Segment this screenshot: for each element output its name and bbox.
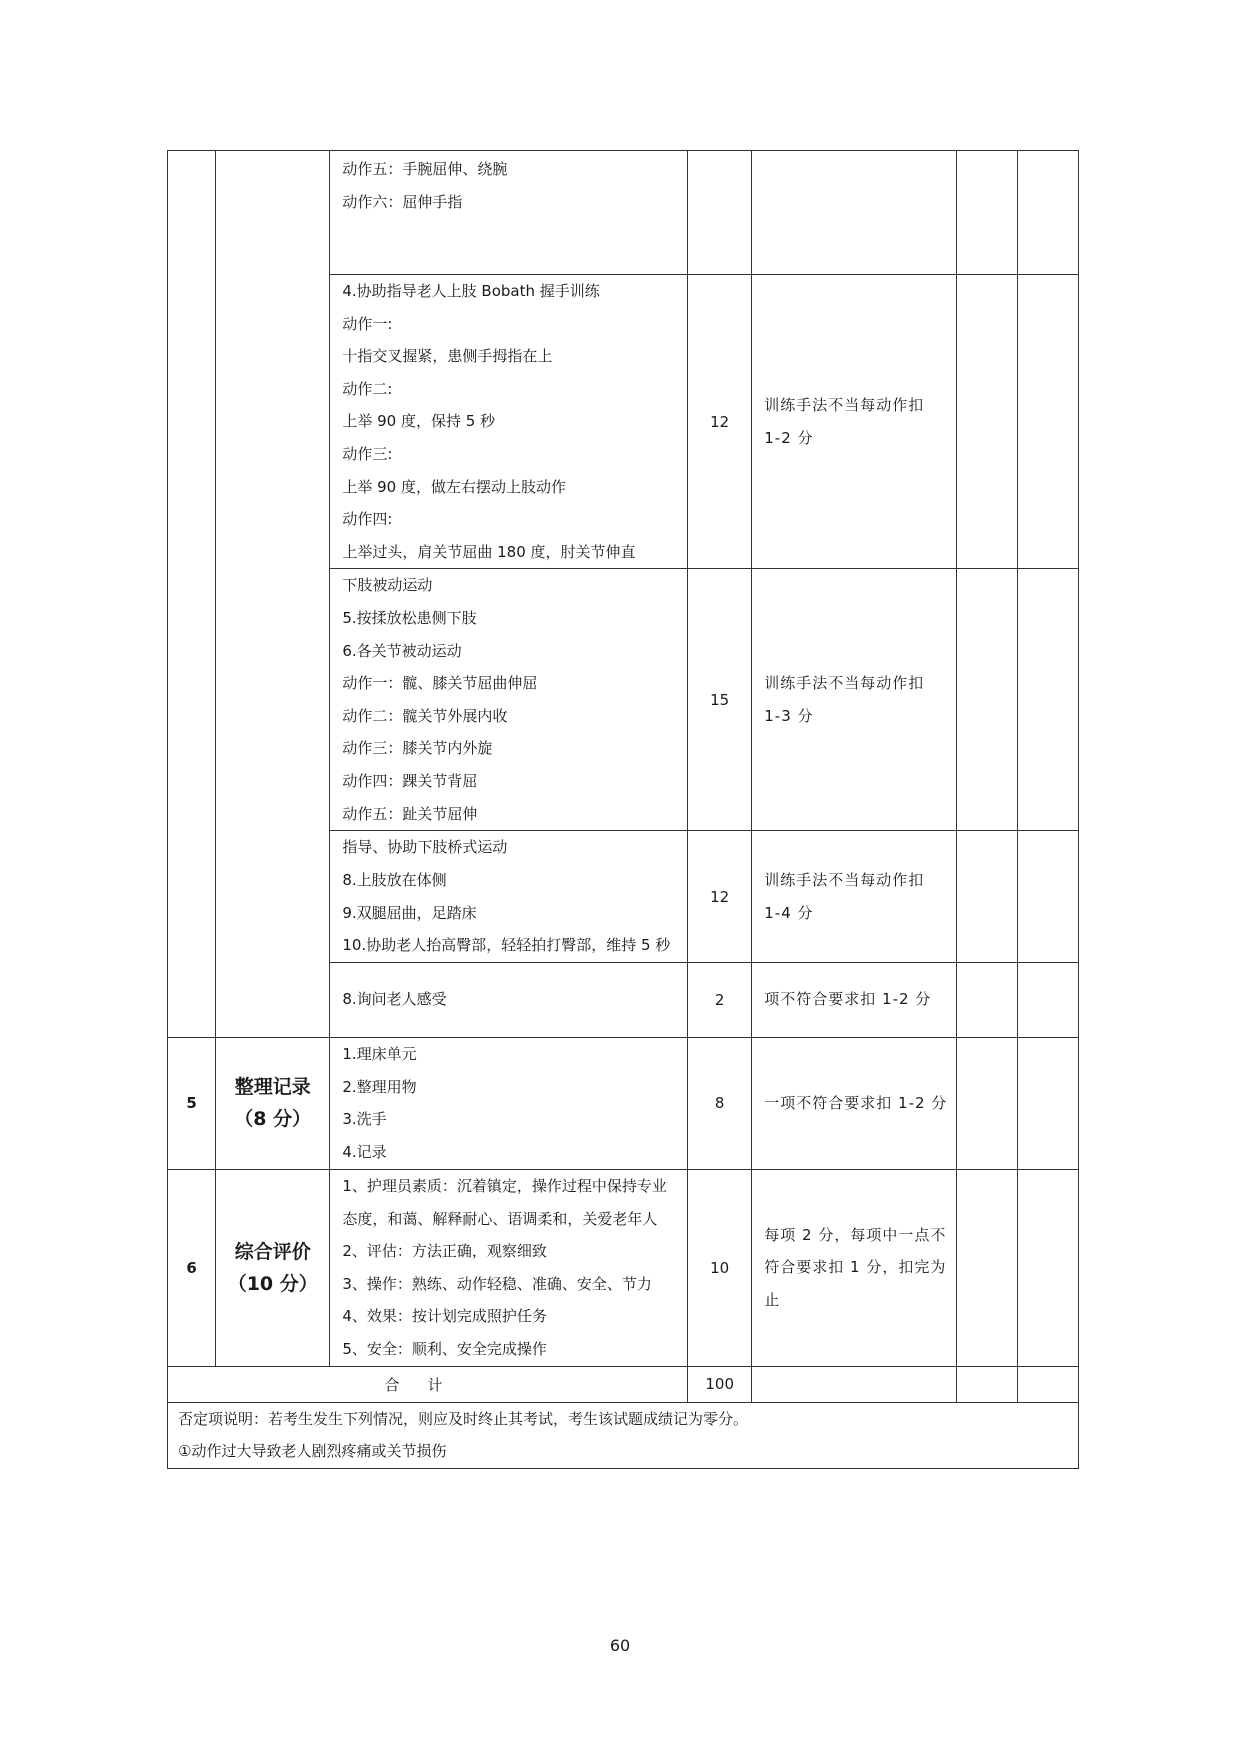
step-line: 指导、协助下肢桥式运动 xyxy=(342,838,508,857)
step-line: 1、护理员素质：沉着镇定，操作过程中保持专业 xyxy=(342,1176,667,1195)
step-line: 10.协助老人抬高臀部，轻轻拍打臀部，维持 5 秒 xyxy=(342,936,671,955)
table-row xyxy=(168,151,1079,275)
score-cell: 10 xyxy=(688,1169,752,1366)
criteria-cell xyxy=(752,831,956,962)
step-content xyxy=(330,151,688,275)
criteria-line: 符合要求扣 1 分，扣完为 xyxy=(764,1258,947,1277)
total-label: 合计 xyxy=(168,1366,688,1402)
step-content xyxy=(330,962,688,1037)
total-score: 100 xyxy=(688,1366,752,1402)
step-line: 动作四：踝关节背屈 xyxy=(342,772,478,791)
step-line: 动作二：髋关节外展内收 xyxy=(342,706,508,725)
step-line: 1.理床单元 xyxy=(342,1045,417,1064)
step-line: 2.整理用物 xyxy=(342,1077,417,1096)
veto-note xyxy=(168,1402,1079,1468)
step-line: 动作二: xyxy=(342,379,393,398)
step-line: 动作一: xyxy=(342,314,393,333)
section-cell-blank xyxy=(216,151,330,1038)
criteria-cell xyxy=(752,1169,956,1366)
criteria-cell xyxy=(752,1037,956,1169)
criteria-line: 训练手法不当每动作扣 xyxy=(764,674,925,693)
step-line: 上举 90 度，保持 5 秒 xyxy=(342,412,496,431)
criteria-line: 1-3 分 xyxy=(764,706,814,725)
section-points: （8 分） xyxy=(234,1108,312,1131)
step-line: 动作三: xyxy=(342,444,393,463)
step-content xyxy=(330,275,688,569)
step-line: 下肢被动运动 xyxy=(342,576,433,595)
step-line: 5.按揉放松患侧下肢 xyxy=(342,609,477,628)
deduction-cell xyxy=(956,151,1017,275)
deduction-cell xyxy=(956,1366,1017,1402)
table-row-note xyxy=(168,1402,1079,1468)
assessment-table xyxy=(167,150,1079,1469)
deduction-cell xyxy=(956,962,1017,1037)
deduction-cell xyxy=(956,1169,1017,1366)
score-given-cell xyxy=(1017,962,1078,1037)
deduction-cell xyxy=(956,569,1017,831)
table-row-section-6 xyxy=(168,1169,1079,1366)
score-cell xyxy=(688,151,752,275)
score-given-cell xyxy=(1017,1169,1078,1366)
note-line: 否定项说明：若考生发生下列情况，则应及时终止其考试，考生该试题成绩记为零分。 xyxy=(178,1409,749,1428)
step-line: 2、评估：方法正确，观察细致 xyxy=(342,1242,547,1261)
step-line: 5、安全：顺利、安全完成操作 xyxy=(342,1339,547,1358)
step-line: 3、操作：熟练、动作轻稳、准确、安全、节力 xyxy=(342,1274,652,1293)
step-line: 4、效果：按计划完成照护任务 xyxy=(342,1307,547,1326)
section-points: （10 分） xyxy=(227,1272,318,1295)
section-title-cell xyxy=(216,1169,330,1366)
score-cell: 2 xyxy=(688,962,752,1037)
deduction-cell xyxy=(956,275,1017,569)
index-cell-blank xyxy=(168,151,216,1038)
criteria-line: 一项不符合要求扣 1-2 分 xyxy=(764,1093,948,1112)
step-line: 动作四: xyxy=(342,510,393,529)
criteria-cell xyxy=(752,151,956,275)
page-number: 60 xyxy=(609,1636,631,1655)
criteria-line: 1-2 分 xyxy=(764,428,814,447)
score-given-cell xyxy=(1017,569,1078,831)
score-given-cell xyxy=(1017,831,1078,962)
score-given-cell xyxy=(1017,1037,1078,1169)
step-line: 动作三：膝关节内外旋 xyxy=(342,739,493,758)
score-given-cell xyxy=(1017,1366,1078,1402)
step-line: 上举过头，肩关节屈曲 180 度，肘关节伸直 xyxy=(342,542,636,561)
score-cell: 8 xyxy=(688,1037,752,1169)
score-cell: 12 xyxy=(688,275,752,569)
criteria-line: 每项 2 分，每项中一点不 xyxy=(764,1225,947,1244)
step-line: 6.各关节被动运动 xyxy=(342,641,462,660)
criteria-line: 训练手法不当每动作扣 xyxy=(764,870,925,889)
score-cell: 15 xyxy=(688,569,752,831)
criteria-cell xyxy=(752,569,956,831)
step-line: 4.记录 xyxy=(342,1142,387,1161)
step-line: 4.协助指导老人上肢 Bobath 握手训练 xyxy=(342,282,600,300)
step-line: 态度，和蔼、解释耐心、语调柔和，关爱老年人 xyxy=(342,1209,658,1228)
section-title-cell xyxy=(216,1037,330,1169)
score-given-cell xyxy=(1017,151,1078,275)
section-index: 5 xyxy=(168,1037,216,1169)
table-row-total xyxy=(168,1366,1079,1402)
score-given-cell xyxy=(1017,275,1078,569)
score-cell: 12 xyxy=(688,831,752,962)
step-line: 动作六：屈伸手指 xyxy=(342,192,463,211)
criteria-cell xyxy=(752,962,956,1037)
step-content xyxy=(330,569,688,831)
step-line: 9.双腿屈曲，足踏床 xyxy=(342,903,477,922)
step-line: 3.洗手 xyxy=(342,1110,387,1129)
criteria-line: 训练手法不当每动作扣 xyxy=(764,396,925,415)
section-title: 整理记录 xyxy=(234,1076,311,1099)
step-line: 动作五：手腕屈伸、绕腕 xyxy=(342,160,508,178)
step-line: 8.询问老人感受 xyxy=(342,990,447,1009)
deduction-cell xyxy=(956,1037,1017,1169)
table-row-section-5 xyxy=(168,1037,1079,1169)
step-line: 十指交叉握紧，患侧手拇指在上 xyxy=(342,347,553,366)
section-title: 综合评价 xyxy=(234,1240,311,1263)
step-line: 动作一：髋、膝关节屈曲伸屈 xyxy=(342,674,538,693)
criteria-cell xyxy=(752,1366,956,1402)
criteria-line: 项不符合要求扣 1-2 分 xyxy=(764,990,932,1009)
section-index: 6 xyxy=(168,1169,216,1366)
criteria-cell xyxy=(752,275,956,569)
step-line: 8.上肢放在体侧 xyxy=(342,870,447,889)
step-line: 上举 90 度，做左右摆动上肢动作 xyxy=(342,477,566,496)
step-content xyxy=(330,1169,688,1366)
step-line: 动作五：趾关节屈伸 xyxy=(342,804,478,823)
criteria-line: 1-4 分 xyxy=(764,903,814,922)
criteria-line: 止 xyxy=(764,1291,781,1310)
step-content xyxy=(330,1037,688,1169)
note-line: ①动作过大导致老人剧烈疼痛或关节损伤 xyxy=(178,1442,447,1461)
step-content xyxy=(330,831,688,962)
deduction-cell xyxy=(956,831,1017,962)
